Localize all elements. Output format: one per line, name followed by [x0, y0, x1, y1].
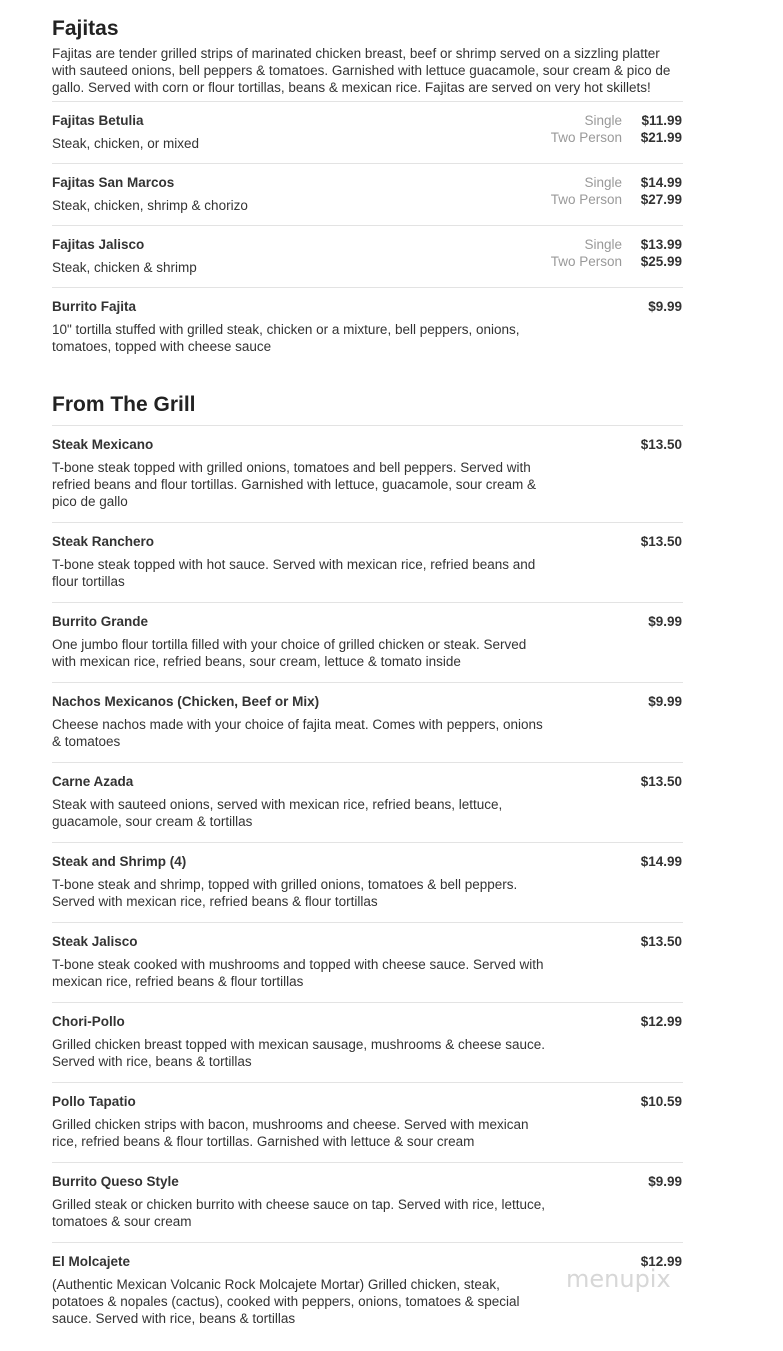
item-price: $13.50 — [640, 437, 682, 452]
menu-item — [52, 522, 683, 602]
price-label: Two Person — [550, 254, 622, 269]
section-title-fajitas: Fajitas — [52, 17, 119, 40]
price-row-single — [551, 236, 682, 253]
item-description: T-bone steak topped with grilled onions, tomatoes and bell peppers. Served with refried beans and flour tortillas. Garnished with lettuce, guacamole, sour cream & pico de gallo — [52, 460, 536, 509]
price-label: Single — [584, 175, 622, 190]
item-name: Steak Ranchero — [52, 534, 155, 549]
price-value: $25.99 — [640, 254, 682, 269]
item-name: Nachos Mexicanos (Chicken, Beef or Mix) — [52, 694, 320, 709]
item-description: Steak, chicken, shrimp & chorizo — [52, 198, 248, 213]
menu-item — [52, 163, 683, 225]
menu-item — [52, 101, 683, 163]
menu-item — [52, 1002, 683, 1082]
item-description: Grilled chicken breast topped with mexican sausage, mushrooms & cheese sauce. Served with rice, beans & tortillas — [52, 1037, 546, 1069]
item-price: $9.99 — [648, 299, 682, 314]
menu-item — [52, 762, 683, 842]
price-row-single — [551, 174, 682, 191]
menu-item — [52, 602, 683, 682]
item-price: $12.99 — [640, 1014, 682, 1029]
item-name: Burrito Queso Style — [52, 1174, 179, 1189]
item-name: Fajitas Jalisco — [52, 237, 145, 252]
item-price: $14.99 — [640, 854, 682, 869]
menu-item — [52, 287, 683, 367]
item-description: T-bone steak cooked with mushrooms and topped with cheese sauce. Served with mexican rice, refried beans & flour tortillas — [52, 957, 544, 989]
item-description: T-bone steak and shrimp, topped with grilled onions, tomatoes & bell peppers. Served with mexican rice, refried beans & flour tortillas — [52, 877, 518, 909]
item-description: Steak, chicken & shrimp — [52, 260, 197, 275]
item-name: Steak Mexicano — [52, 437, 154, 452]
price-value: $21.99 — [640, 130, 682, 145]
price-options — [551, 112, 682, 146]
price-label: Two Person — [550, 192, 622, 207]
item-name: Fajitas San Marcos — [52, 175, 175, 190]
price-value: $27.99 — [640, 192, 682, 207]
menu-item — [52, 425, 683, 522]
item-name: Carne Azada — [52, 774, 134, 789]
price-value: $14.99 — [640, 175, 682, 190]
item-name: Burrito Fajita — [52, 299, 137, 314]
item-price: $9.99 — [648, 1174, 682, 1189]
item-name: Steak Jalisco — [52, 934, 138, 949]
menu-page — [52, 0, 683, 1339]
price-label: Single — [584, 237, 622, 252]
section-title-grill: From The Grill — [52, 393, 196, 416]
item-name: Pollo Tapatio — [52, 1094, 136, 1109]
item-description: Grilled chicken strips with bacon, mushrooms and cheese. Served with mexican rice, refried beans & flour tortillas. Garnished with lettuce & sour cream — [52, 1117, 529, 1149]
section-description-fajitas: Fajitas are tender grilled strips of marinated chicken breast, beef or shrimp served on a sizzling platter with sauteed onions, bell peppers & tomatoes. Garnished with lettuce guacamole, sour cream & pico de gallo. Served with corn or flour tortillas, beans & mexican rice. Fajitas are served on very hot skillets! — [52, 46, 671, 95]
item-description: (Authentic Mexican Volcanic Rock Molcajete Mortar) Grilled chicken, steak, potatoes & nopales (cactus), cooked with peppers, onions, tomatoes & special sauce. Served with rice, beans & tortillas — [52, 1277, 520, 1326]
item-description: Cheese nachos made with your choice of fajita meat. Comes with peppers, onions & tomatoes — [52, 717, 543, 749]
item-price: $9.99 — [648, 614, 682, 629]
item-description: Steak with sauteed onions, served with mexican rice, refried beans, lettuce, guacamole, sour cream & tortillas — [52, 797, 503, 829]
item-price: $10.59 — [640, 1094, 682, 1109]
menupix-watermark: menupix — [566, 1265, 671, 1293]
menu-item — [52, 1162, 683, 1242]
item-description: T-bone steak topped with hot sauce. Served with mexican rice, refried beans and flour tortillas — [52, 557, 536, 589]
price-value: $11.99 — [641, 113, 682, 128]
item-description: Grilled steak or chicken burrito with cheese sauce on tap. Served with rice, lettuce, tomatoes & sour cream — [52, 1197, 545, 1229]
item-price: $13.50 — [640, 934, 682, 949]
section-from-the-grill — [52, 379, 683, 1339]
price-label: Single — [584, 113, 622, 128]
price-row-two-person — [551, 129, 682, 146]
item-price: $12.99 — [640, 1254, 682, 1269]
item-description: Steak, chicken, or mixed — [52, 136, 200, 151]
item-name: Burrito Grande — [52, 614, 149, 629]
price-label: Two Person — [550, 130, 622, 145]
item-name: Chori-Pollo — [52, 1014, 125, 1029]
price-options — [551, 236, 682, 270]
price-value: $13.99 — [640, 237, 682, 252]
menu-item — [52, 922, 683, 1002]
item-name: El Molcajete — [52, 1254, 131, 1269]
item-price: $13.50 — [640, 774, 682, 789]
item-name: Fajitas Betulia — [52, 113, 144, 128]
menu-item — [52, 682, 683, 762]
item-price: $9.99 — [648, 694, 682, 709]
item-description: 10" tortilla stuffed with grilled steak, chicken or a mixture, bell peppers, onions, tomatoes, topped with cheese sauce — [52, 322, 520, 354]
item-price: $13.50 — [640, 534, 682, 549]
item-name: Steak and Shrimp (4) — [52, 854, 187, 869]
item-description: One jumbo flour tortilla filled with your choice of grilled chicken or steak. Served with mexican rice, refried beans, sour cream, lettuce & tomato inside — [52, 637, 527, 669]
price-options — [551, 174, 682, 208]
menu-item — [52, 225, 683, 287]
price-row-two-person — [551, 253, 682, 270]
price-row-two-person — [551, 191, 682, 208]
section-fajitas — [52, 0, 683, 367]
menu-item — [52, 1082, 683, 1162]
menu-item — [52, 842, 683, 922]
price-row-single — [551, 112, 682, 129]
